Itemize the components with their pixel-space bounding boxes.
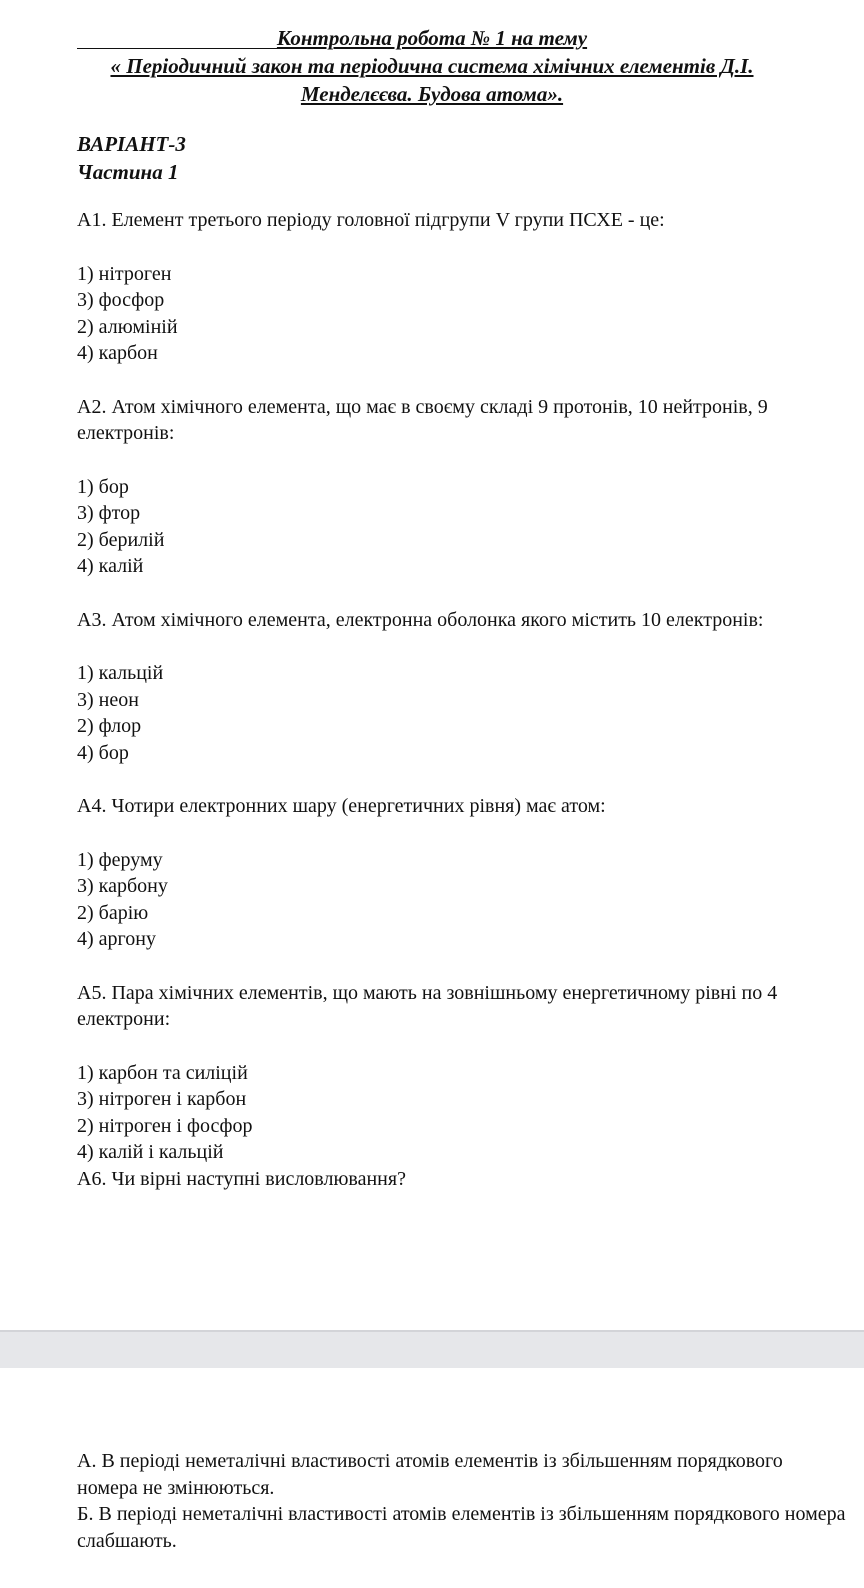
option: 1) карбон та силіцій <box>77 1061 248 1084</box>
questions-list <box>77 207 847 1192</box>
title-line-1-text: Контрольна робота № 1 на тему <box>276 26 588 50</box>
option: 1) нітроген <box>77 262 172 285</box>
option: 2) берилій <box>77 528 165 551</box>
title-line-2: « Періодичний закон та періодична система хімічних елементів Д.І. <box>110 54 754 78</box>
options-a1 <box>77 261 847 367</box>
statements-list <box>77 1448 847 1554</box>
options-a3 <box>77 660 847 766</box>
variant-block <box>77 130 186 186</box>
question-a4: А4. Чотири електронних шару (енергетичних рівня) має атом: <box>77 795 606 817</box>
question-a2: А2. Атом хімічного елемента, що має в своєму складі 9 протонів, 10 нейтронів, 9 електронів: <box>77 395 768 444</box>
title-line-3: Менделєєва. Будова атома». <box>300 82 564 106</box>
option: 1) кальцій <box>77 662 164 684</box>
options-a5 <box>77 1060 847 1166</box>
page-separator <box>0 1330 864 1370</box>
option: 4) бор <box>77 741 129 764</box>
title-line-1 <box>0 24 864 52</box>
option: 2) флор <box>77 715 142 737</box>
option: 4) калій і кальцій <box>77 1141 224 1163</box>
option: 1) феруму <box>77 848 163 871</box>
option: 1) бор <box>77 475 129 498</box>
option: 3) фосфор <box>77 289 165 311</box>
document-page-2 <box>0 1368 864 1588</box>
question-a6: А6. Чи вірні наступні висловлювання? <box>77 1167 406 1190</box>
statement-b: Б. В періоді неметалічні властивості атомів елементів із збільшенням порядкового номера слабшають. <box>77 1503 846 1552</box>
question-a3: А3. Атом хімічного елемента, електронна оболонка якого містить 10 електронів: <box>77 608 764 631</box>
options-a2 <box>77 474 847 580</box>
options-a4 <box>77 847 847 953</box>
variant-label: ВАРІАНТ-3 <box>77 132 186 156</box>
option: 3) неон <box>77 688 139 711</box>
option: 3) фтор <box>77 502 141 524</box>
option: 2) алюміній <box>77 315 178 338</box>
option: 2) нітроген і фосфор <box>77 1114 253 1137</box>
part-label: Частина 1 <box>77 160 179 184</box>
question-a1: А1. Елемент третього періоду головної підгрупи V групи ПСХЕ - це: <box>77 209 665 231</box>
option: 4) калій <box>77 555 144 577</box>
option: 3) нітроген і карбон <box>77 1088 247 1110</box>
statement-a: А. В періоді неметалічні властивості атомів елементів із збільшенням порядкового номера не змінюються. <box>77 1450 783 1499</box>
option: 4) аргону <box>77 928 156 950</box>
document-header <box>0 24 864 108</box>
question-a5: А5. Пара хімічних елементів, що мають на зовнішньому енергетичному рівні по 4 електрони: <box>77 981 778 1030</box>
option: 3) карбону <box>77 875 168 897</box>
option: 2) барію <box>77 901 149 924</box>
option: 4) карбон <box>77 342 158 364</box>
